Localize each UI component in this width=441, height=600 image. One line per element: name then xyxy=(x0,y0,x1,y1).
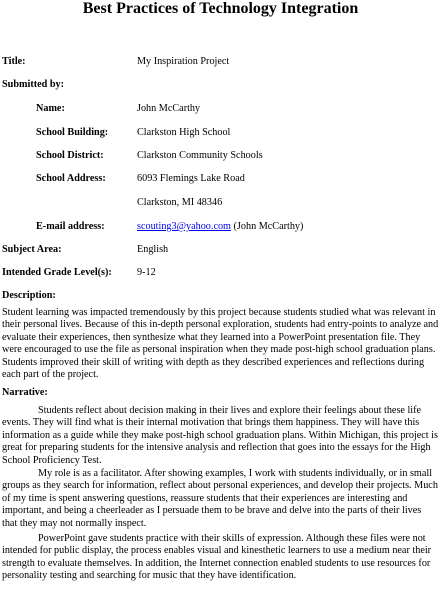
school-building-label: School Building: xyxy=(36,127,109,138)
school-address-line2: Clarkston, MI 48346 xyxy=(137,197,223,208)
school-district-label: School District: xyxy=(36,150,104,161)
email-label: E-mail address: xyxy=(36,221,105,232)
email-note: (John McCarthy) xyxy=(233,221,304,232)
school-building-value: Clarkston High School xyxy=(137,127,231,138)
narrative-paragraph-1: Students reflect about decision making in their lives and explore their feelings about these life events. They will find what is their internal motivation that brings them happiness. They will have this information as a guide while they make post-high school graduation plans. Within Michigan, this project is great for preparing students for the intensive analysis and reflection that goes into the essays for the High School Proficiency Test. xyxy=(2,405,438,466)
school-district-value: Clarkston Community Schools xyxy=(137,150,263,161)
subject-area-label: Subject Area: xyxy=(2,244,62,255)
school-address-line1: 6093 Flemings Lake Road xyxy=(137,173,245,184)
name-label: Name: xyxy=(36,103,65,114)
subject-area-value: English xyxy=(137,244,169,255)
narrative-paragraph-2: My role is as a facilitator. After showing examples, I work with students individually, or in small groups as they search for information, reflect about personal experiences, and develop their projects. Much of my time is spent answering questions, reassure students that their experiences are interesting and important, and being a cheerleader as I persuade them to be brave and delve into the parts of their lives that they may not normally inspect. xyxy=(2,468,438,529)
description-text: Student learning was impacted tremendously by this project because students studied what was relevant in their personal lives. Because of this in-depth personal exploration, students had entry-points to analyze and evaluate their experiences, then synthesize what they learned into a PowerPoint presentation file. They were encouraged to use the file as personal inspiration when they made post-high school graduation plans. Students improved their skill of writing with depth as they described experiences and reflections during each part of the project. xyxy=(2,307,439,381)
narrative-label: Narrative: xyxy=(2,387,48,398)
description-label: Description: xyxy=(2,290,56,301)
school-address-label: School Address: xyxy=(36,173,106,184)
email-row xyxy=(137,221,303,233)
page-title: Best Practices of Technology Integration xyxy=(82,0,359,17)
title-value: My Inspiration Project xyxy=(137,56,230,67)
grade-level-label: Intended Grade Level(s): xyxy=(2,267,112,278)
narrative-paragraph-3: PowerPoint gave students practice with their skills of expression. Although these files were not intended for public display, the process enables visual and kinesthetic learners to use a medium near their strength to evaluate themselves. In addition, the Internet connection enabled students to use resources for personality testing and searching for music that they have identification. xyxy=(2,533,432,582)
grade-level-value: 9-12 xyxy=(137,267,156,278)
email-link[interactable]: scouting3@yahoo.com xyxy=(137,221,231,232)
name-value: John McCarthy xyxy=(137,103,201,114)
title-label: Title: xyxy=(2,56,26,67)
submitted-by-label: Submitted by: xyxy=(2,79,64,90)
